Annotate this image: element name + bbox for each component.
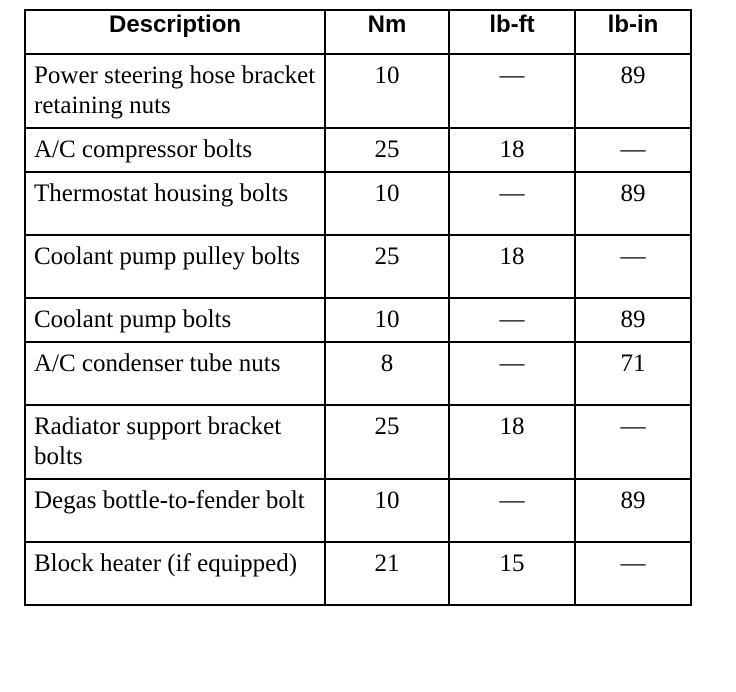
- lb-ft-cell: —: [449, 342, 575, 405]
- lb-ft-cell: —: [449, 298, 575, 342]
- description-cell: A/C condenser tube nuts: [25, 342, 325, 405]
- description-cell: Degas bottle-to-fender bolt: [25, 479, 325, 542]
- header-lb-in: lb-in: [575, 10, 691, 54]
- nm-cell: 25: [325, 128, 449, 172]
- header-nm: Nm: [325, 10, 449, 54]
- nm-cell: 10: [325, 479, 449, 542]
- lb-in-cell: 89: [575, 54, 691, 128]
- table-row: [25, 235, 691, 298]
- lb-in-cell: 89: [575, 479, 691, 542]
- description-cell: Coolant pump bolts: [25, 298, 325, 342]
- nm-cell: 25: [325, 235, 449, 298]
- description-cell: Coolant pump pulley bolts: [25, 235, 325, 298]
- torque-spec-table: [24, 9, 692, 606]
- table-row: [25, 298, 691, 342]
- lb-ft-cell: —: [449, 479, 575, 542]
- table-row: [25, 54, 691, 128]
- lb-ft-cell: 18: [449, 235, 575, 298]
- description-cell: Power steering hose bracket retaining nuts: [25, 54, 325, 128]
- header-lb-ft: lb-ft: [449, 10, 575, 54]
- table-row: [25, 479, 691, 542]
- lb-in-cell: —: [575, 405, 691, 479]
- table-row: [25, 128, 691, 172]
- nm-cell: 21: [325, 542, 449, 605]
- lb-ft-cell: 18: [449, 405, 575, 479]
- table-row: [25, 542, 691, 605]
- description-cell: A/C compressor bolts: [25, 128, 325, 172]
- header-row: [25, 10, 691, 54]
- nm-cell: 8: [325, 342, 449, 405]
- lb-ft-cell: —: [449, 54, 575, 128]
- table-row: [25, 172, 691, 235]
- nm-cell: 25: [325, 405, 449, 479]
- description-cell: Block heater (if equipped): [25, 542, 325, 605]
- lb-in-cell: 71: [575, 342, 691, 405]
- lb-in-cell: 89: [575, 172, 691, 235]
- lb-ft-cell: 18: [449, 128, 575, 172]
- table-row: [25, 342, 691, 405]
- lb-ft-cell: 15: [449, 542, 575, 605]
- table-row: [25, 405, 691, 479]
- lb-in-cell: —: [575, 235, 691, 298]
- header-description: Description: [25, 10, 325, 54]
- lb-in-cell: 89: [575, 298, 691, 342]
- nm-cell: 10: [325, 298, 449, 342]
- lb-in-cell: —: [575, 542, 691, 605]
- description-cell: Radiator support bracket bolts: [25, 405, 325, 479]
- description-cell: Thermostat housing bolts: [25, 172, 325, 235]
- lb-ft-cell: —: [449, 172, 575, 235]
- nm-cell: 10: [325, 172, 449, 235]
- nm-cell: 10: [325, 54, 449, 128]
- lb-in-cell: —: [575, 128, 691, 172]
